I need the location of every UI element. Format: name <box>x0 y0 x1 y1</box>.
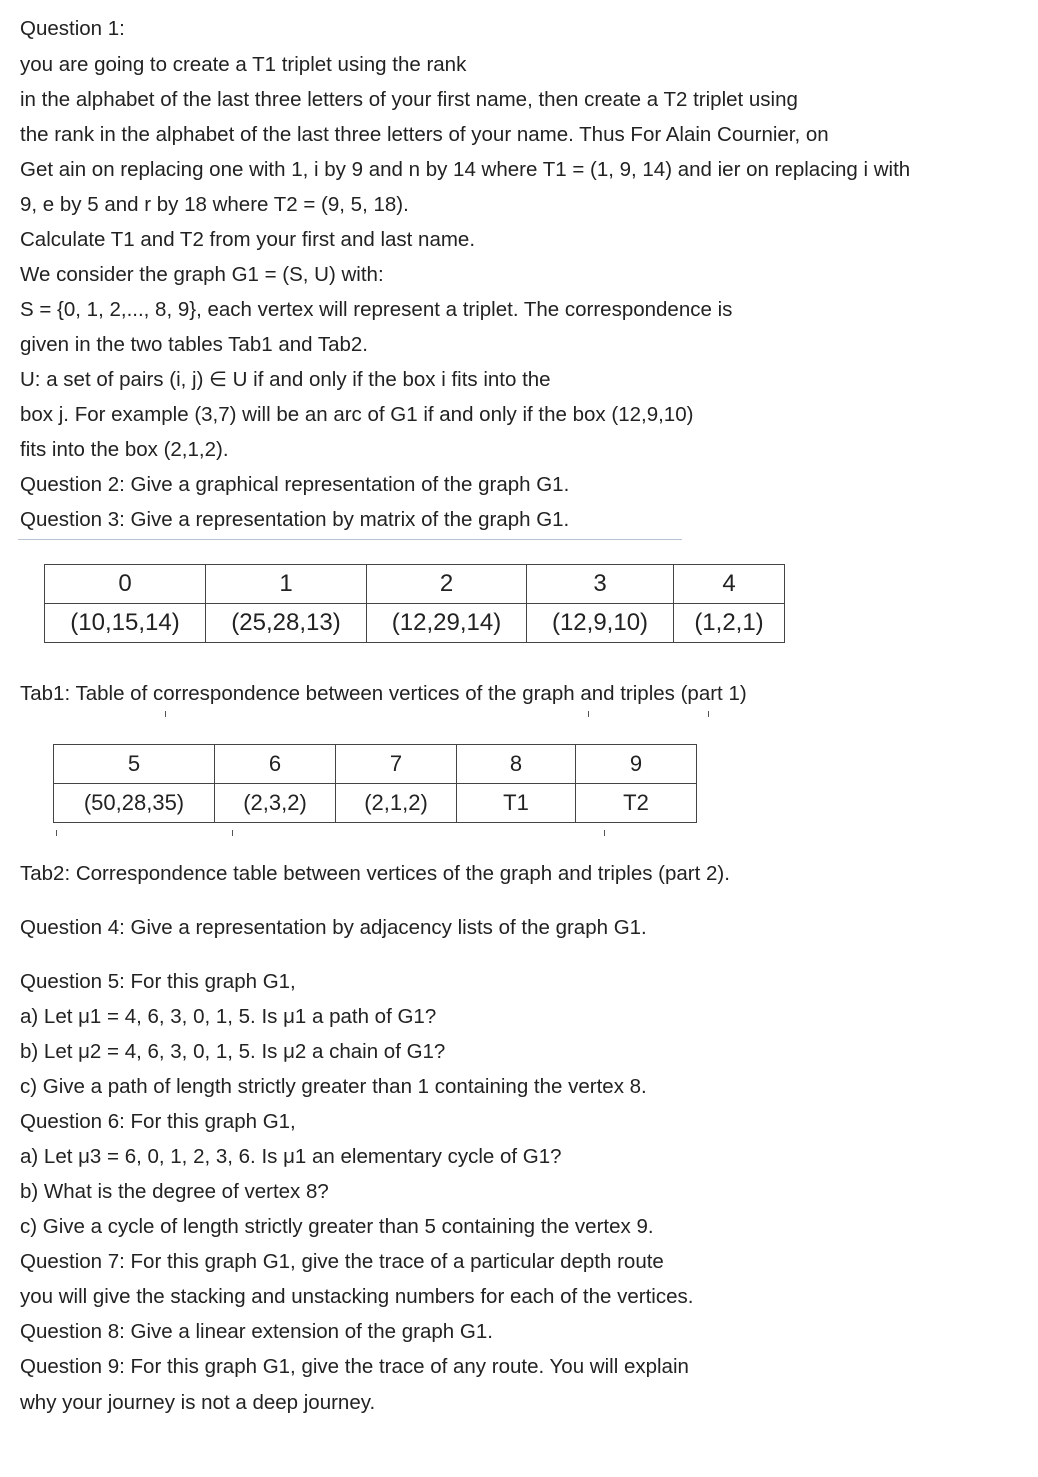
separator-rule <box>18 539 682 540</box>
question-4: Question 4: Give a representation by adjacency lists of the graph G1. <box>20 916 647 939</box>
tab2-triple-cell: (50,28,35) <box>54 784 215 823</box>
tab1-triple-cell: (12,29,14) <box>367 604 527 643</box>
question-9: Question 9: For this graph G1, give the trace of any route. You will explain <box>20 1355 689 1378</box>
question-1-line: S = {0, 1, 2,..., 8, 9}, each vertex will represent a triplet. The correspondence is <box>20 298 733 321</box>
tab1-table <box>44 564 785 643</box>
question-5c: c) Give a path of length strictly greater than 1 containing the vertex 8. <box>20 1075 647 1098</box>
question-1-line: box j. For example (3,7) will be an arc of G1 if and only if the box (12,9,10) <box>20 403 694 426</box>
question-9-line: why your journey is not a deep journey. <box>20 1391 376 1414</box>
question-6b: b) What is the degree of vertex 8? <box>20 1180 329 1203</box>
question-5b: b) Let μ2 = 4, 6, 3, 0, 1, 5. Is μ2 a chain of G1? <box>20 1040 446 1063</box>
scan-artifact-mark <box>232 830 233 836</box>
question-6a: a) Let μ3 = 6, 0, 1, 2, 3, 6. Is μ1 an elementary cycle of G1? <box>20 1145 562 1168</box>
question-1-line: 9, e by 5 and r by 18 where T2 = (9, 5, 18). <box>20 193 409 216</box>
tab2-vertex-cell: 7 <box>336 745 457 784</box>
question-6c: c) Give a cycle of length strictly greater than 5 containing the vertex 9. <box>20 1215 654 1238</box>
tab1-triple-cell: (25,28,13) <box>206 604 367 643</box>
question-1-line: Get ain on replacing one with 1, i by 9 and n by 14 where T1 = (1, 9, 14) and ier on replacing i with <box>20 158 911 181</box>
tab1-vertex-cell: 1 <box>206 565 367 604</box>
question-1-line: fits into the box (2,1,2). <box>20 438 229 461</box>
tab1-triple-cell: (1,2,1) <box>674 604 785 643</box>
tab2-table <box>53 744 697 823</box>
question-7-line: you will give the stacking and unstacking numbers for each of the vertices. <box>20 1285 694 1308</box>
scan-artifact-mark <box>604 830 605 836</box>
scan-artifact-mark <box>588 711 589 717</box>
question-1-line: We consider the graph G1 = (S, U) with: <box>20 263 384 286</box>
tab1-vertex-row <box>45 565 785 604</box>
question-5: Question 5: For this graph G1, <box>20 970 296 993</box>
tab1-vertex-cell: 2 <box>367 565 527 604</box>
scan-artifact-mark <box>56 830 57 836</box>
scan-artifact-mark <box>165 711 166 717</box>
tab2-vertex-row <box>54 745 697 784</box>
tab1-triple-cell: (12,9,10) <box>527 604 674 643</box>
tab2-vertex-cell: 6 <box>215 745 336 784</box>
tab1-vertex-cell: 0 <box>45 565 206 604</box>
question-1-heading: Question 1: <box>20 17 125 40</box>
question-1-line: you are going to create a T1 triplet using the rank <box>20 53 467 76</box>
question-2: Question 2: Give a graphical representation of the graph G1. <box>20 473 570 496</box>
question-3: Question 3: Give a representation by matrix of the graph G1. <box>20 508 570 531</box>
scan-artifact-mark <box>708 711 709 717</box>
question-1-line: the rank in the alphabet of the last three letters of your name. Thus For Alain Cournier, on <box>20 123 829 146</box>
tab1-vertex-cell: 4 <box>674 565 785 604</box>
question-5a: a) Let μ1 = 4, 6, 3, 0, 1, 5. Is μ1 a path of G1? <box>20 1005 437 1028</box>
tab1-triple-cell: (10,15,14) <box>45 604 206 643</box>
question-8: Question 8: Give a linear extension of the graph G1. <box>20 1320 493 1343</box>
tab1-triple-row <box>45 604 785 643</box>
question-6: Question 6: For this graph G1, <box>20 1110 296 1133</box>
tab2-triple-cell: (2,1,2) <box>336 784 457 823</box>
tab2-triple-cell: T1 <box>457 784 576 823</box>
tab1-caption: Tab1: Table of correspondence between vertices of the graph and triples (part 1) <box>20 682 747 705</box>
question-1-line: given in the two tables Tab1 and Tab2. <box>20 333 368 356</box>
tab2-triple-row <box>54 784 697 823</box>
tab2-vertex-cell: 5 <box>54 745 215 784</box>
tab2-vertex-cell: 8 <box>457 745 576 784</box>
tab2-vertex-cell: 9 <box>576 745 697 784</box>
question-7: Question 7: For this graph G1, give the trace of a particular depth route <box>20 1250 664 1273</box>
tab2-triple-cell: T2 <box>576 784 697 823</box>
tab2-caption: Tab2: Correspondence table between vertices of the graph and triples (part 2). <box>20 862 730 885</box>
question-1-line: in the alphabet of the last three letters of your first name, then create a T2 triplet using <box>20 88 798 111</box>
question-1-line: U: a set of pairs (i, j) ∈ U if and only if the box i fits into the <box>20 368 551 391</box>
tab2-triple-cell: (2,3,2) <box>215 784 336 823</box>
tab1-vertex-cell: 3 <box>527 565 674 604</box>
question-1-line: Calculate T1 and T2 from your first and last name. <box>20 228 476 251</box>
